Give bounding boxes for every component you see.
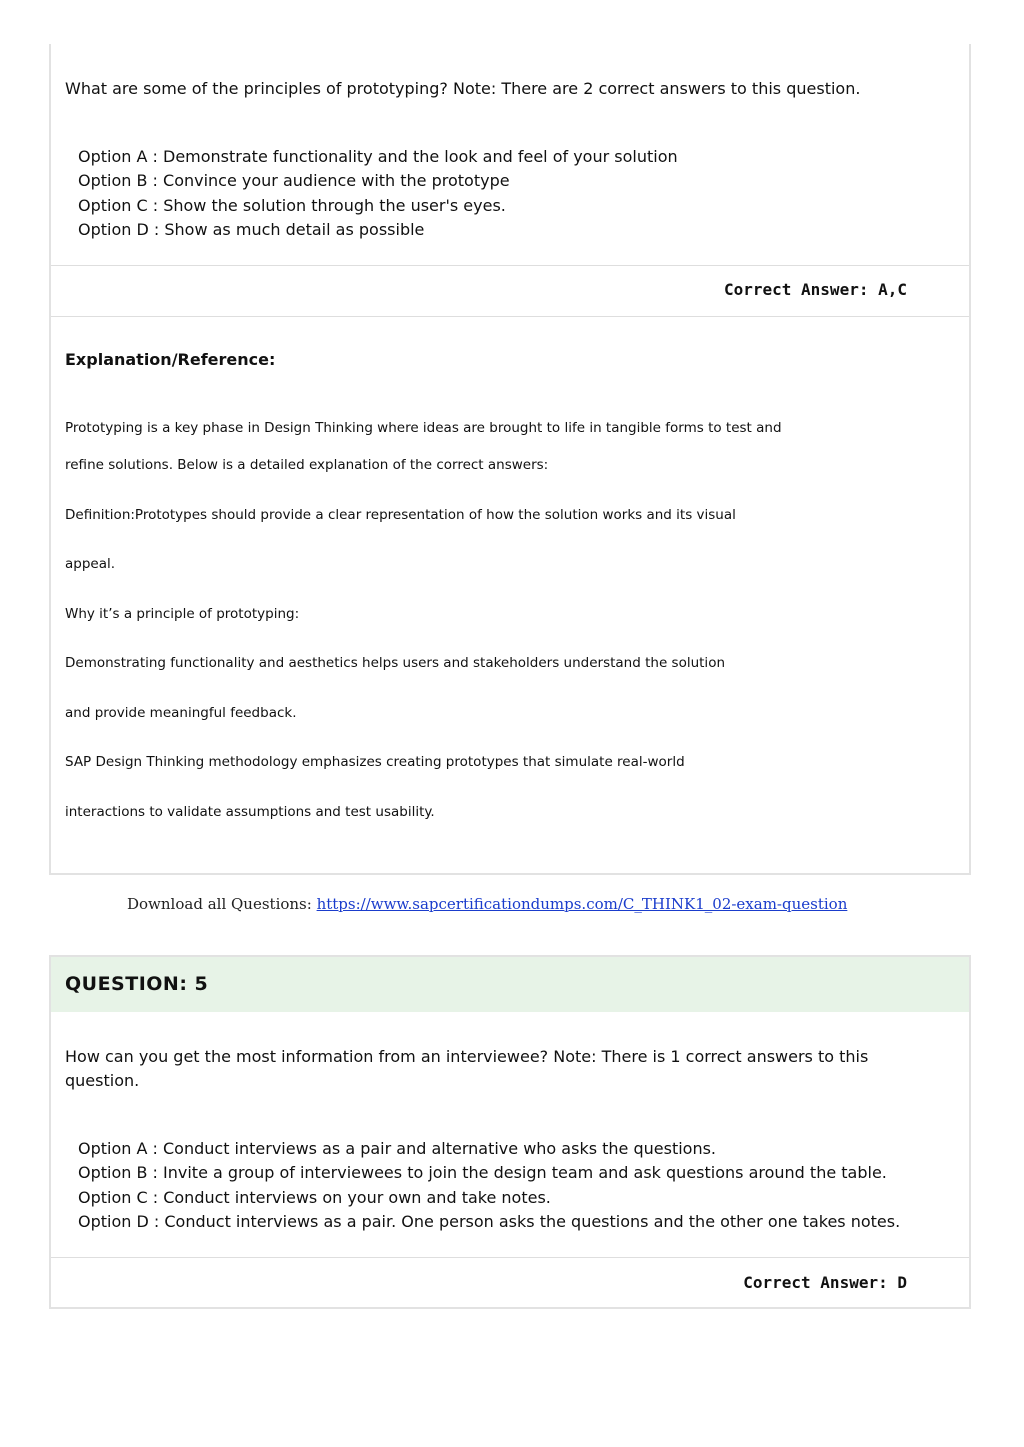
- explanation-line: Why it’s a principle of prototyping:: [65, 606, 300, 622]
- download-label: Download all Questions:: [127, 895, 317, 913]
- divider: [51, 316, 969, 317]
- explanation-line: and provide meaningful feedback.: [65, 705, 297, 721]
- correct-answer: Correct Answer: D: [743, 1273, 907, 1292]
- option-a: Option A : Demonstrate functionality and the look and feel of your solution: [78, 147, 678, 166]
- explanation-line: Demonstrating functionality and aesthetics helps users and stakeholders understand the solution: [65, 655, 726, 671]
- explanation-line: Prototyping is a key phase in Design Thinking where ideas are brought to life in tangible forms to test and: [65, 420, 782, 436]
- question-4-card: [49, 44, 971, 875]
- option-d: Option D : Show as much detail as possible: [78, 219, 425, 239]
- option-a: Option A : Conduct interviews as a pair and alternative who asks the questions.: [78, 1139, 717, 1158]
- question-4-options: [78, 145, 949, 242]
- download-link[interactable]: https://www.sapcertificationdumps.com/C_THINK1_02-exam-question: [316, 895, 848, 913]
- explanation-line: interactions to validate assumptions and test usability.: [65, 804, 435, 820]
- option-d: Option D : Conduct interviews as a pair. One person asks the questions and the other one takes notes.: [78, 1211, 901, 1231]
- question-5-title: QUESTION: 5: [65, 973, 209, 995]
- explanation-line: Definition:Prototypes should provide a clear representation of how the solution works and its visual: [65, 507, 736, 523]
- option-c: Option C : Show the solution through the user's eyes.: [78, 195, 506, 215]
- download-line: [127, 894, 847, 914]
- explanation-line: SAP Design Thinking methodology emphasizes creating prototypes that simulate real-world: [65, 754, 685, 770]
- question-5-options: [78, 1137, 949, 1234]
- question-5-header: [51, 957, 969, 1012]
- question-5-text: How can you get the most information from an interviewee? Note: There is 1 correct answers to this question.: [65, 1047, 869, 1090]
- explanation-title: Explanation/Reference:: [65, 350, 276, 369]
- explanation-line: appeal.: [65, 556, 116, 572]
- option-b: Option B : Invite a group of interviewees to join the design team and ask questions around the table.: [78, 1163, 887, 1183]
- divider: [51, 1257, 969, 1258]
- option-b: Option B : Convince your audience with the prototype: [78, 171, 510, 191]
- question-5-card: [49, 955, 971, 1309]
- correct-answer: Correct Answer: A,C: [723, 280, 907, 299]
- divider: [51, 265, 969, 266]
- question-4-text: What are some of the principles of prototyping? Note: There are 2 correct answers to this question.: [65, 79, 861, 98]
- option-c: Option C : Conduct interviews on your own and take notes.: [78, 1187, 551, 1207]
- explanation-line: refine solutions. Below is a detailed explanation of the correct answers:: [65, 457, 549, 473]
